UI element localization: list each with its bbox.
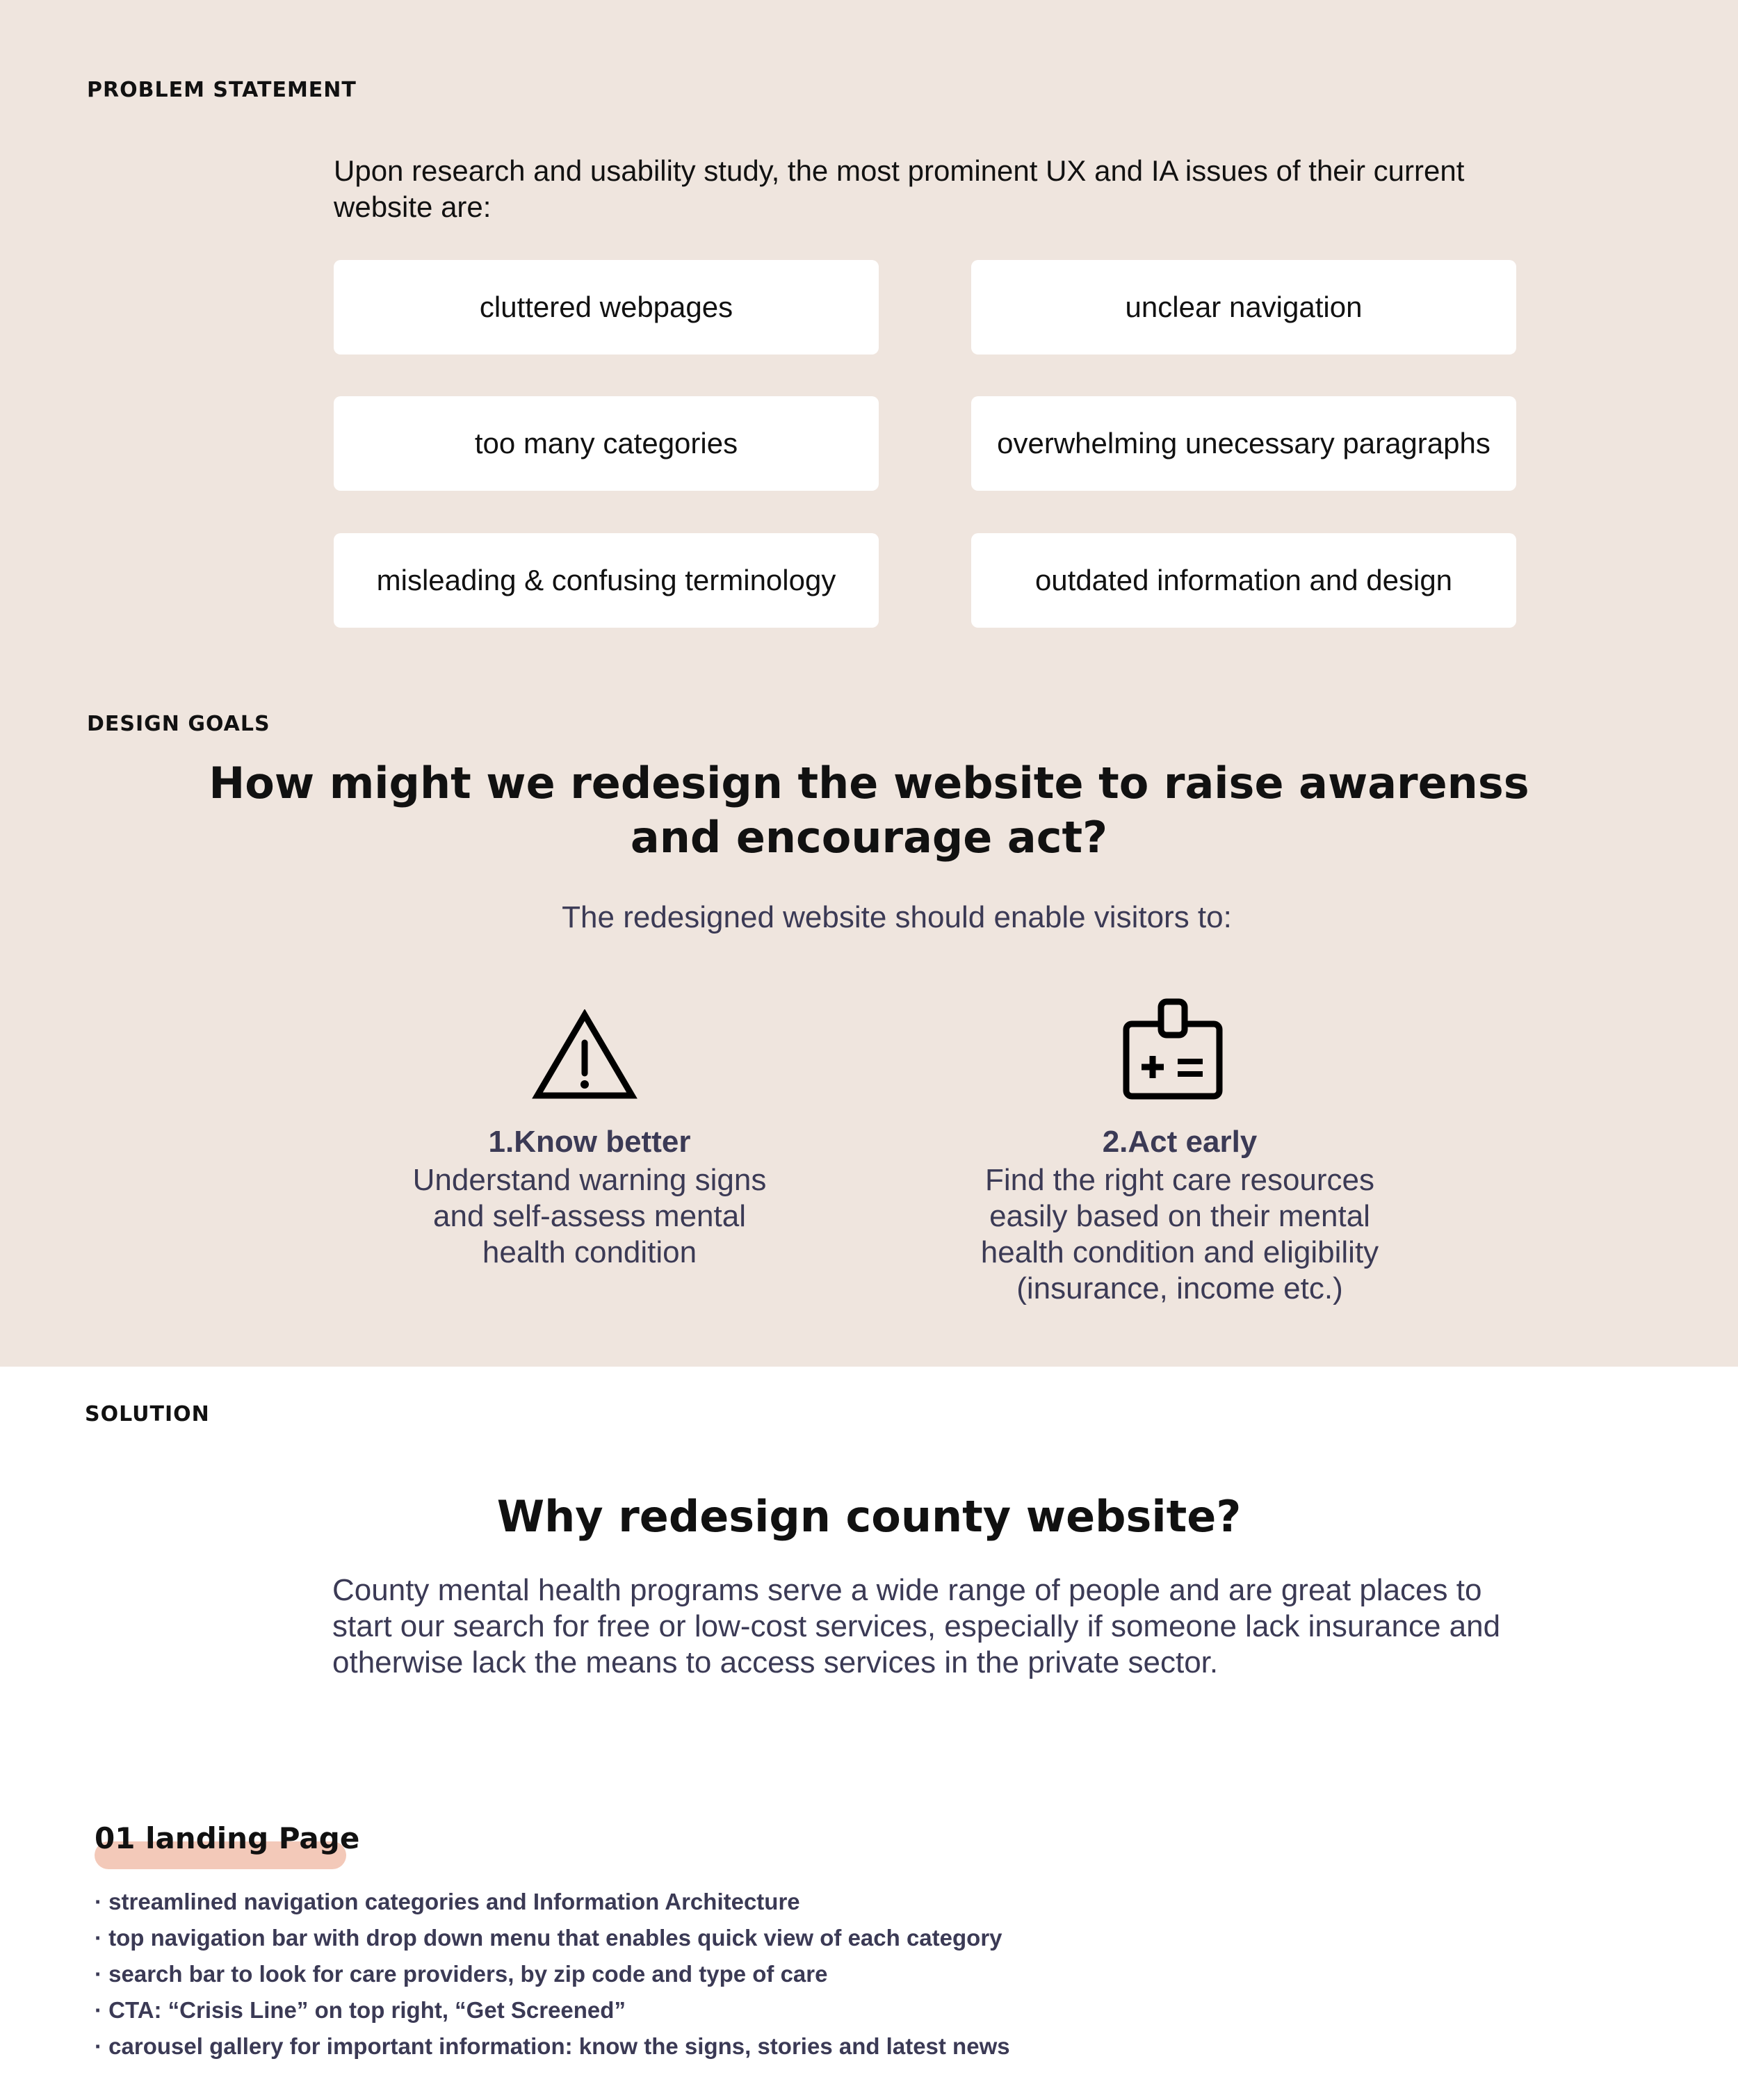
id-badge-icon [1121, 998, 1225, 1102]
landing-feature-list [95, 1884, 1207, 2065]
enable-subheading: The redesigned website should enable visitors to: [562, 900, 1232, 934]
landing-page-heading [95, 1818, 359, 1859]
issue-card: misleading & confusing terminology [334, 533, 879, 628]
goal-act-early [936, 1122, 1423, 1307]
design-goals-label: DESIGN GOALS [87, 712, 270, 736]
issue-card: unclear navigation [971, 260, 1516, 355]
problem-statement-label: PROBLEM STATEMENT [87, 78, 357, 102]
solution-label: SOLUTION [85, 1402, 210, 1426]
warning-triangle-icon [532, 1009, 637, 1101]
goal-know-better [346, 1122, 833, 1271]
goal-description: Find the right care resources easily based on their mental health condition and eligibility (insurance, income etc.) [980, 1163, 1379, 1305]
goal-title: 1.Know better [488, 1125, 691, 1159]
solution-body: County mental health programs serve a wide range of people and are great places to start our search for free or low-cost services, especially if someone lack insurance and otherwise lack the means to access services in the private sector. [332, 1573, 1501, 1679]
list-item: · search bar to look for care providers, by zip code and type of care [95, 1961, 828, 1987]
goal-description: Understand warning signs and self-assess mental health condition [412, 1163, 767, 1269]
goal-title: 2.Act early [1102, 1125, 1258, 1159]
problem-intro: Upon research and usability study, the most prominent UX and IA issues of their current website are: [334, 154, 1465, 223]
issue-card: too many categories [334, 396, 879, 491]
list-item: · streamlined navigation categories and Information Architecture [95, 1889, 800, 1914]
solution-heading: Why redesign county website? [496, 1491, 1242, 1542]
how-might-we-heading: How might we redesign the website to raise awarenss and encourage act? [209, 758, 1529, 863]
list-item: · top navigation bar with drop down menu that enables quick view of each category [95, 1925, 1002, 1951]
list-item: · carousel gallery for important information: know the signs, stories and latest news [95, 2033, 1010, 2059]
issue-card: outdated information and design [971, 533, 1516, 628]
landing-page-title: 01 landing Page [95, 1821, 360, 1855]
issue-card: overwhelming unecessary paragraphs [971, 396, 1516, 491]
issue-card: cluttered webpages [334, 260, 879, 355]
list-item: · CTA: “Crisis Line” on top right, “Get Screened” [95, 1997, 626, 2023]
